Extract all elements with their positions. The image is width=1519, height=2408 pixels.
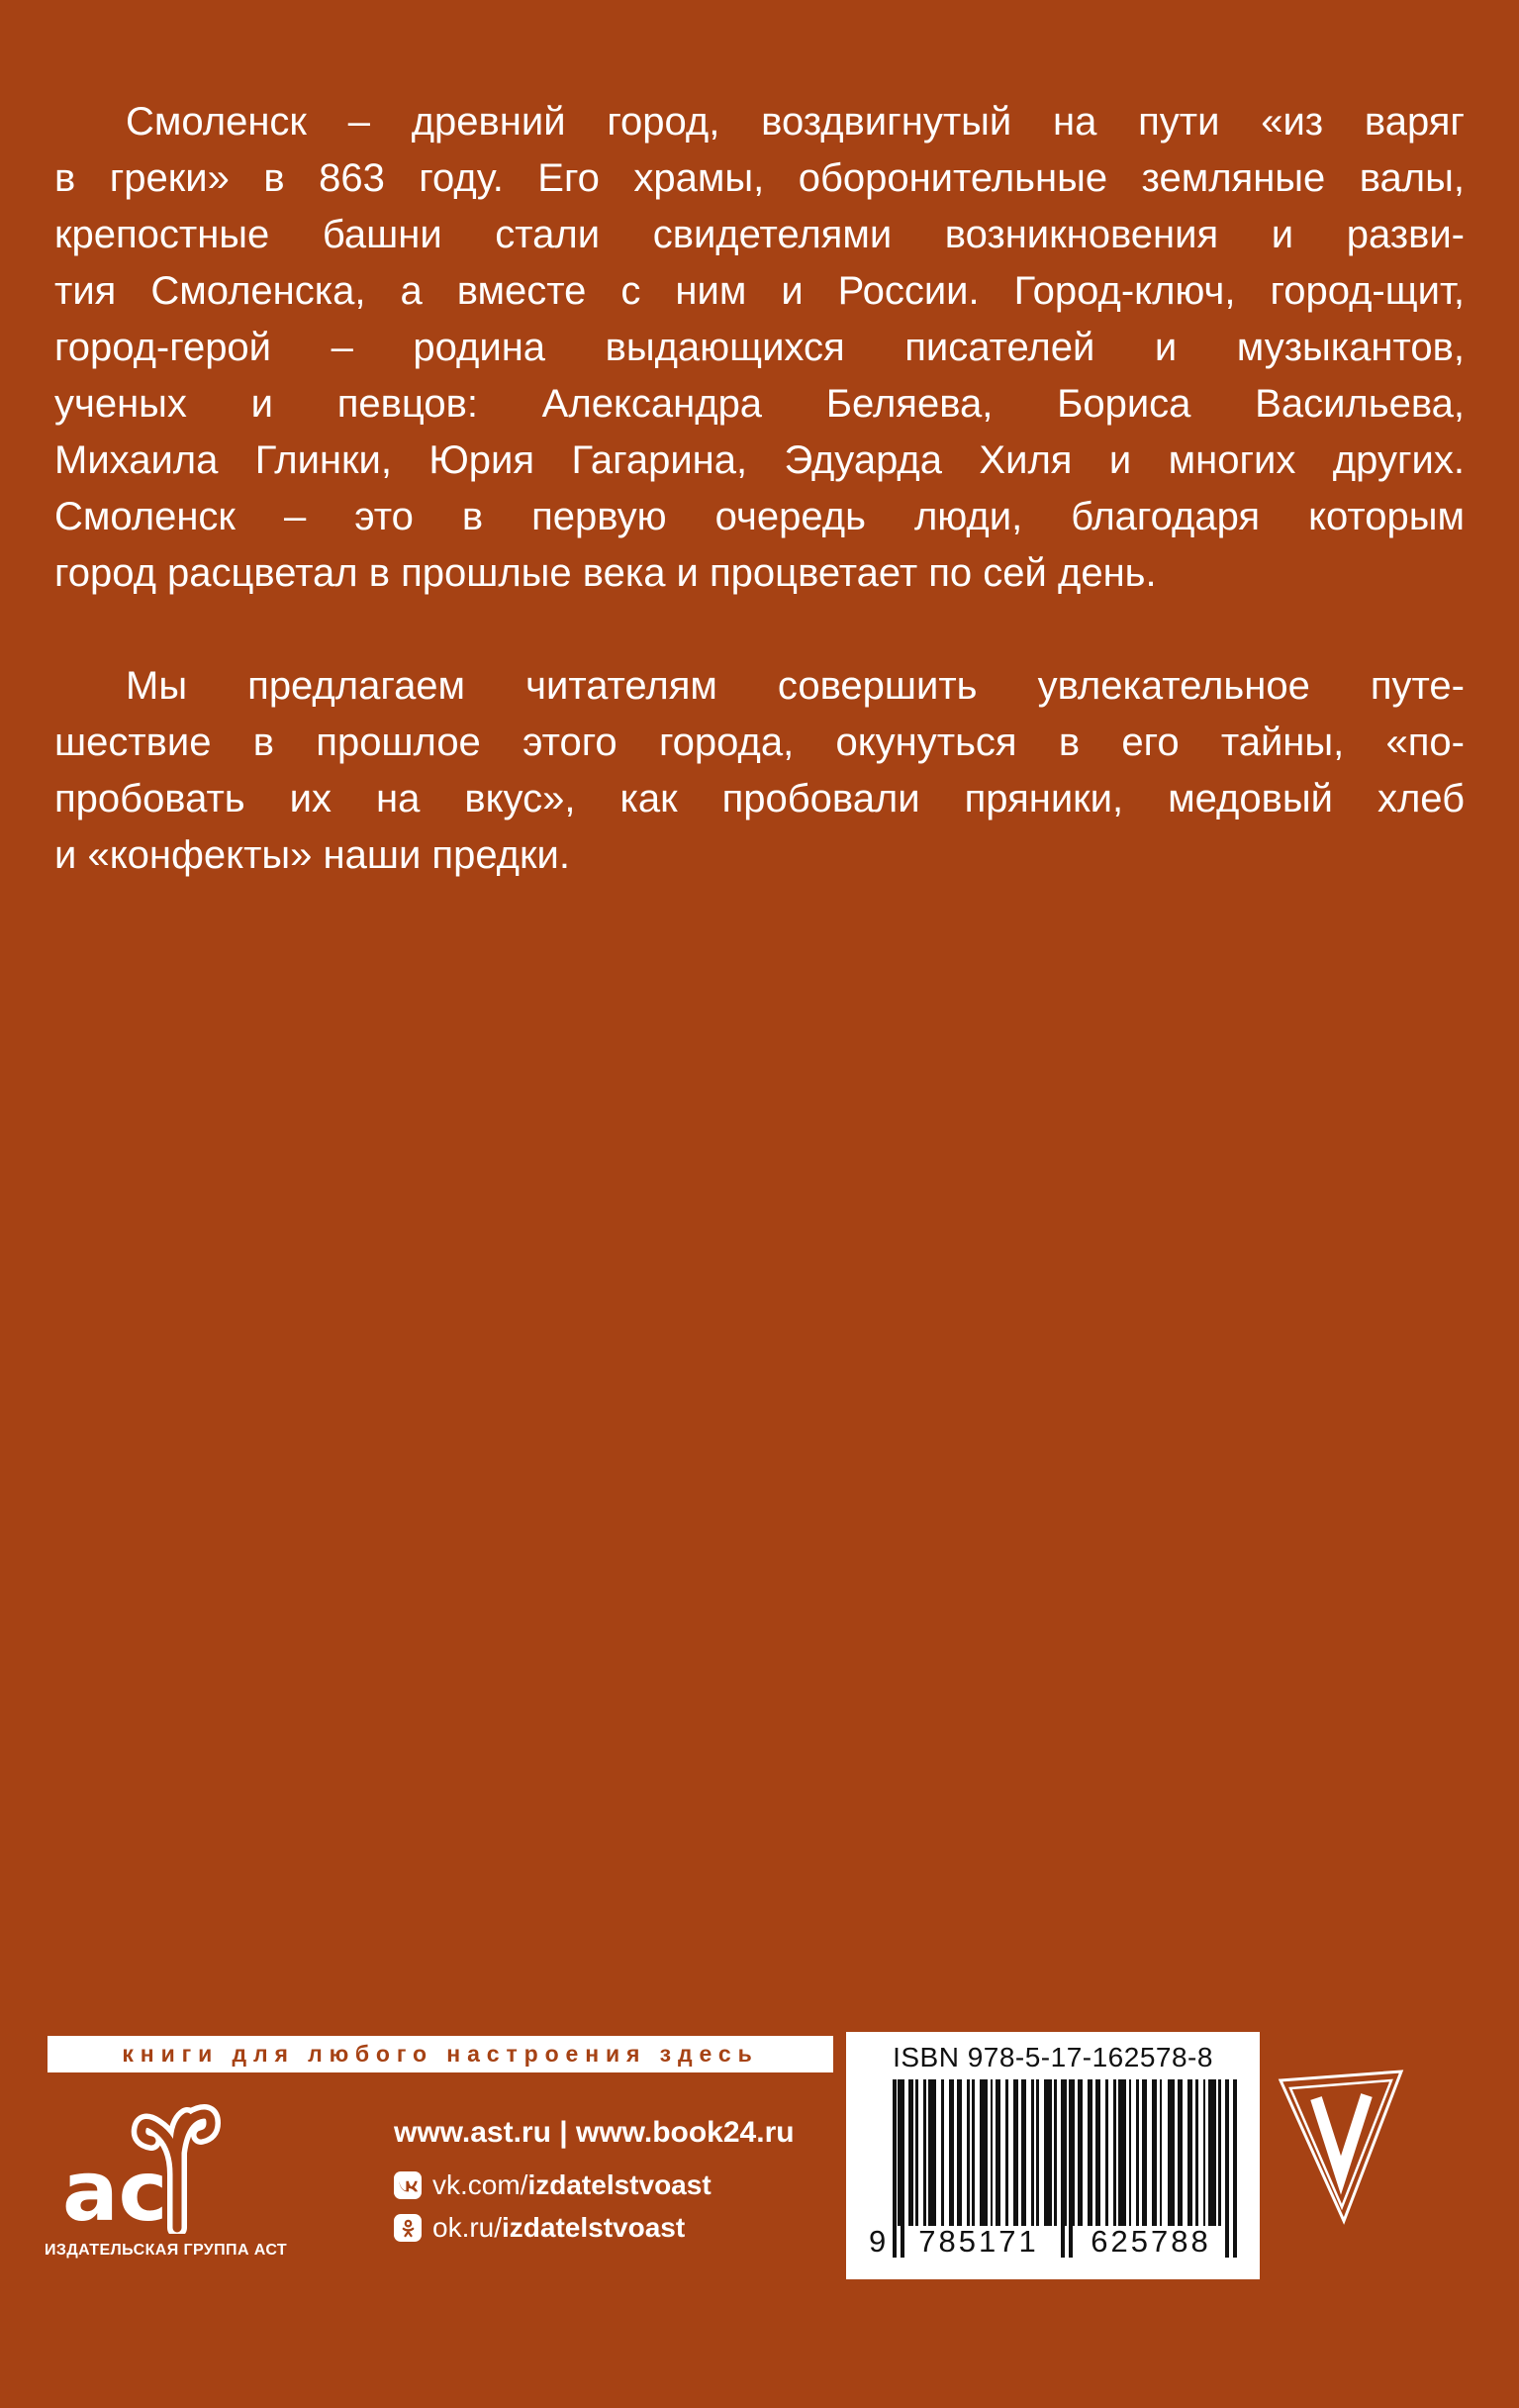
publisher-caption: ИЗДАТЕЛЬСКАЯ ГРУППА АСТ bbox=[45, 2242, 288, 2259]
ean-barcode bbox=[869, 2079, 1237, 2260]
ok-link-row bbox=[394, 2212, 795, 2244]
barcode-digit-group: 785171 bbox=[918, 2224, 1039, 2259]
barcode-digit-group: 625788 bbox=[1091, 2224, 1211, 2259]
text-line: в греки» в 863 году. Его храмы, оборонительные земляные валы, bbox=[54, 156, 1465, 200]
vk-link-row bbox=[394, 2169, 795, 2201]
text-line: Мы предлагаем читателям совершить увлекательное путе- bbox=[126, 664, 1465, 708]
vk-link-prefix: vk.com/ bbox=[432, 2169, 528, 2200]
slogan-bar bbox=[47, 2036, 833, 2072]
text-line: ученых и певцов: Александра Беляева, Бориса Васильева, bbox=[54, 382, 1465, 426]
text-line: Михаила Глинки, Юрия Гагарина, Эдуарда Хиля и многих других. bbox=[54, 438, 1465, 482]
publisher-websites: www.ast.ru | www.book24.ru bbox=[394, 2116, 795, 2149]
barcode-digit-lead: 9 bbox=[869, 2224, 887, 2259]
barcode-guard-mid2 bbox=[1069, 2079, 1073, 2258]
text-line: шествие в прошлое этого города, окунуться в его тайны, «по- bbox=[54, 721, 1465, 764]
ast-logo-letters: ас bbox=[62, 2143, 168, 2234]
text-line: город-герой – родина выдающихся писателей и музыкантов, bbox=[54, 326, 1465, 369]
ok-link-account: izdatelstvoast bbox=[502, 2212, 686, 2243]
publisher-block bbox=[45, 2083, 288, 2260]
barcode-guard-mid bbox=[1061, 2079, 1065, 2258]
barcode-digits bbox=[869, 2226, 1237, 2260]
ast-logo-icon bbox=[60, 2083, 227, 2234]
barcode-bars bbox=[893, 2079, 1237, 2226]
isbn-label: ISBN 978-5-17-162578-8 bbox=[893, 2042, 1213, 2072]
body-text bbox=[54, 94, 1465, 884]
text-line: Смоленск – это в первую очередь люди, благодаря которым bbox=[54, 495, 1465, 538]
v-imprint-logo-icon bbox=[1277, 2065, 1405, 2225]
ok-icon bbox=[394, 2214, 422, 2242]
links-column bbox=[394, 2116, 795, 2255]
barcode-guard-right2 bbox=[1233, 2079, 1237, 2258]
barcode-guard-left bbox=[893, 2079, 897, 2258]
text-line: Смоленск – древний город, воздвигнутый на пути «из варяг bbox=[126, 100, 1465, 144]
text-line: город расцветал в прошлые века и процветает по сей день. bbox=[54, 551, 1157, 595]
text-line: и «конфекты» наши предки. bbox=[54, 833, 570, 877]
slogan-text: книги для любого настроения здесь bbox=[122, 2041, 759, 2067]
paragraph bbox=[54, 94, 1465, 602]
text-line: пробовать их на вкус», как пробовали пряники, медовый хлеб bbox=[54, 777, 1465, 820]
ok-link-prefix: ok.ru/ bbox=[432, 2212, 503, 2243]
text-line: тия Смоленска, а вместе с ним и России. Город-ключ, город-щит, bbox=[54, 269, 1465, 313]
paragraph bbox=[54, 658, 1465, 884]
vk-link-account: izdatelstvoast bbox=[527, 2169, 712, 2200]
isbn-panel bbox=[846, 2032, 1260, 2279]
text-line: крепостные башни стали свидетелями возникновения и разви- bbox=[54, 213, 1465, 256]
barcode-guard-right bbox=[1225, 2079, 1229, 2258]
barcode-guard-left2 bbox=[901, 2079, 904, 2258]
vk-icon bbox=[394, 2171, 422, 2199]
